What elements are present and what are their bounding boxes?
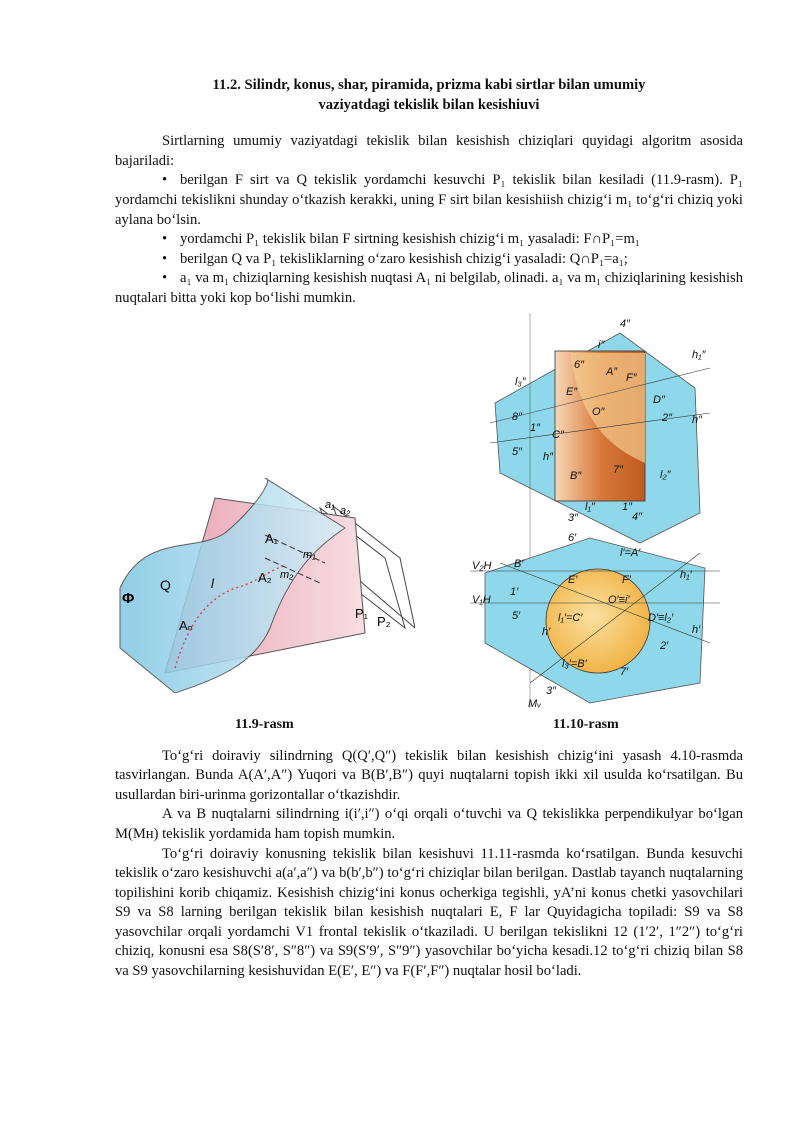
label-a2-line: a₂ — [340, 504, 351, 517]
bullet-text-1: berilgan F sirt va Q tekislik yordamchi kesuvchi P₁ tekislik bilan kesiladi (11.9-rasm). P₁ yordamchi tekislikni shunday o‘tkazish kerakki, uning F sirt bilan kesishiish chizig‘i m₁ to‘g‘ri chiziq yoki aylana bo‘lsin. — [115, 172, 743, 228]
label-app: A″ — [606, 365, 618, 378]
label-7pp: 7″ — [613, 463, 624, 476]
label-a1-line: a₁ — [325, 498, 335, 511]
label-fpp: F″ — [626, 371, 637, 384]
label-v1h: V₁H — [472, 593, 491, 606]
bullet-text-3: berilgan Q va P₁ tekisliklarning o‘zaro kesishish chizig‘i yasaladi: Q∩P₁=a₁; — [180, 250, 628, 267]
label-8pp: 8″ — [512, 410, 523, 423]
label-1pp-b: 1″ — [622, 500, 633, 513]
label-2pp: 2″ — [662, 411, 673, 424]
bullet-text-4: a₁ va m₁ chiziqlarning kesishish nuqtasi A₁ ni belgilab, olinadi. a₁ va m₁ chiziqlarining kesishish nuqtalari bitta yoki kop bo‘lishi mumkin. — [115, 270, 743, 306]
label-hp: h′ — [542, 625, 551, 638]
bullet-item-1 — [115, 171, 743, 230]
figure-11-10 — [470, 313, 730, 708]
bullet-icon: • — [162, 231, 168, 248]
label-5p: 5′ — [512, 609, 521, 622]
bullet-icon: • — [162, 270, 168, 287]
label-1pp: 1″ — [530, 421, 541, 434]
label-l3b: l₃′=B′ — [562, 657, 587, 670]
label-l1pp: l₁″ — [585, 500, 595, 513]
label-l1c: l₁′=C′ — [558, 611, 583, 624]
label-mv: Mᵥ — [528, 697, 542, 708]
label-5pp: 5″ — [512, 445, 523, 458]
label-an: Aₙ — [179, 617, 193, 633]
caption-11-10: 11.10-rasm — [553, 716, 619, 732]
paragraph-2: A va B nuqtalarni silindrning i(i′,i″) o‘qi orqali o‘tuvchi va Q tekislikka perpendikulyar bo‘lgan M(Mн) tekislik yordamida ham topish mumkin. — [115, 806, 743, 842]
intro-paragraph: Sirtlarning umumiy vaziyatdagi tekislik bilan kesishish chiziqlari quyidagi algoritm asosida bajariladi: — [115, 133, 743, 169]
label-a1: A₁ — [265, 530, 279, 546]
label-l3pp: l₃″ — [515, 375, 526, 388]
section-title — [115, 76, 743, 115]
title-line-1: 11.2. Silindr, konus, shar, piramida, prizma kabi sirtlar bilan umumiy — [212, 77, 646, 93]
label-bpp: B″ — [570, 469, 582, 482]
label-lpa: l′=A′ — [620, 546, 641, 559]
label-cpp: C″ — [552, 428, 564, 441]
paragraph-1: To‘g‘ri doiraviy silindrning Q(Q′,Q″) tekislik bilan kesishish chizig‘ini yasash 4.10-rasmda tasvirlangan. Bunda A(A′,A″) Yuqori va B(B′,B″) quyi nuqtalarni topish ikki xil usulda ko‘rsatilgan. Bu usullardan biri-urinma gorizontallar o‘tkazishdir. — [115, 747, 743, 803]
label-hpp-right: h″ — [692, 413, 703, 426]
label-phi: Φ — [122, 589, 135, 607]
label-bp: B′ — [514, 557, 524, 570]
bullet-item-4 — [115, 269, 743, 308]
label-ipp: i″ — [598, 338, 605, 351]
label-p1: P₁ — [355, 605, 369, 621]
label-oi: O′≡i′ — [608, 593, 630, 606]
paragraph-3: To‘g‘ri doiraviy konusning tekislik bilan kesishuvi 11.11-rasmda ko‘rsatilgan. Bunda kesuvchi tekislik o‘zaro kesishuvchi a(a′,a″) va b(b′,b″) to‘g‘ri chiziqlar bilan berilgan. Dastlab tayanch nuqtalarning topilishini korib chiqamiz. Kesishish chizig‘ini konus ocherkiga tegishli, yA’ni konus chetki yasovchilari S9 va S8 larning berilgan tekislik bilan kesishish nuqtalari E, F lar Quyidagicha topiladi: S9 va S8 yasovchilar orqali yordamchi V1 frontal tekislik o‘tkaziladi. U berilgan tekislikni 12 (1′2′, 1″2″) to‘g‘ri chiziq, konusni esa S8(S′8′, S″8″) va S9(S′9′, S″9″) yasovchilar bo‘yicha kesadi.12 to‘g‘ri chiziq bilan S8 va S9 yasovchilarning kesishuvidan E(E′, E″) va F(F′,F″) nuqtalar hosil bo‘ladi. — [115, 845, 743, 980]
label-dl2: D′≡l₂′ — [648, 611, 674, 624]
label-6pp: 6″ — [574, 358, 585, 371]
caption-11-9: 11.9-rasm — [235, 716, 294, 732]
label-opp: O″ — [592, 405, 605, 418]
label-dpp: D″ — [653, 393, 665, 406]
label-4pp: 4″ — [620, 317, 631, 330]
label-1p: 1′ — [510, 585, 519, 598]
bullet-item-2 — [115, 230, 743, 250]
bullet-icon: • — [162, 250, 168, 267]
label-ep: E′ — [568, 573, 578, 586]
label-3pp-b: 3″ — [546, 684, 557, 697]
label-4pp-b: 4″ — [632, 510, 643, 523]
label-m1: m₁ — [303, 548, 316, 561]
label-7p: 7′ — [620, 665, 629, 678]
label-v2h: V₂H — [472, 559, 492, 572]
label-hp-right: h′ — [692, 623, 701, 636]
bullet-item-3 — [115, 250, 743, 270]
label-m2: m₂ — [280, 568, 294, 581]
label-h1pp: h₁″ — [692, 348, 706, 361]
label-6p: 6′ — [568, 531, 577, 544]
bullet-icon: • — [162, 172, 168, 189]
title-line-2: vaziyatdagi tekislik bilan kesishiuvi — [318, 96, 540, 113]
figure-11-9 — [115, 478, 415, 693]
bullet-text-2: yordamchi P₁ tekislik bilan F sirtning kesishish chizig‘i m₁ yasaladi: F∩P₁=m₁ — [180, 231, 640, 248]
label-3pp: 3″ — [568, 511, 579, 524]
figures-row — [115, 313, 743, 733]
label-h1p: h₁′ — [680, 568, 692, 581]
label-epp: E″ — [566, 385, 578, 398]
label-2p: 2′ — [660, 639, 669, 652]
label-fp: F′ — [622, 573, 631, 586]
label-hpp: h″ — [543, 450, 554, 463]
label-q: Q — [160, 576, 171, 593]
label-p2: P₂ — [377, 613, 391, 629]
label-l2pp: l₂″ — [660, 468, 671, 481]
label-l: l — [211, 575, 214, 591]
page-content — [115, 76, 743, 982]
label-a2: A₂ — [258, 569, 272, 585]
